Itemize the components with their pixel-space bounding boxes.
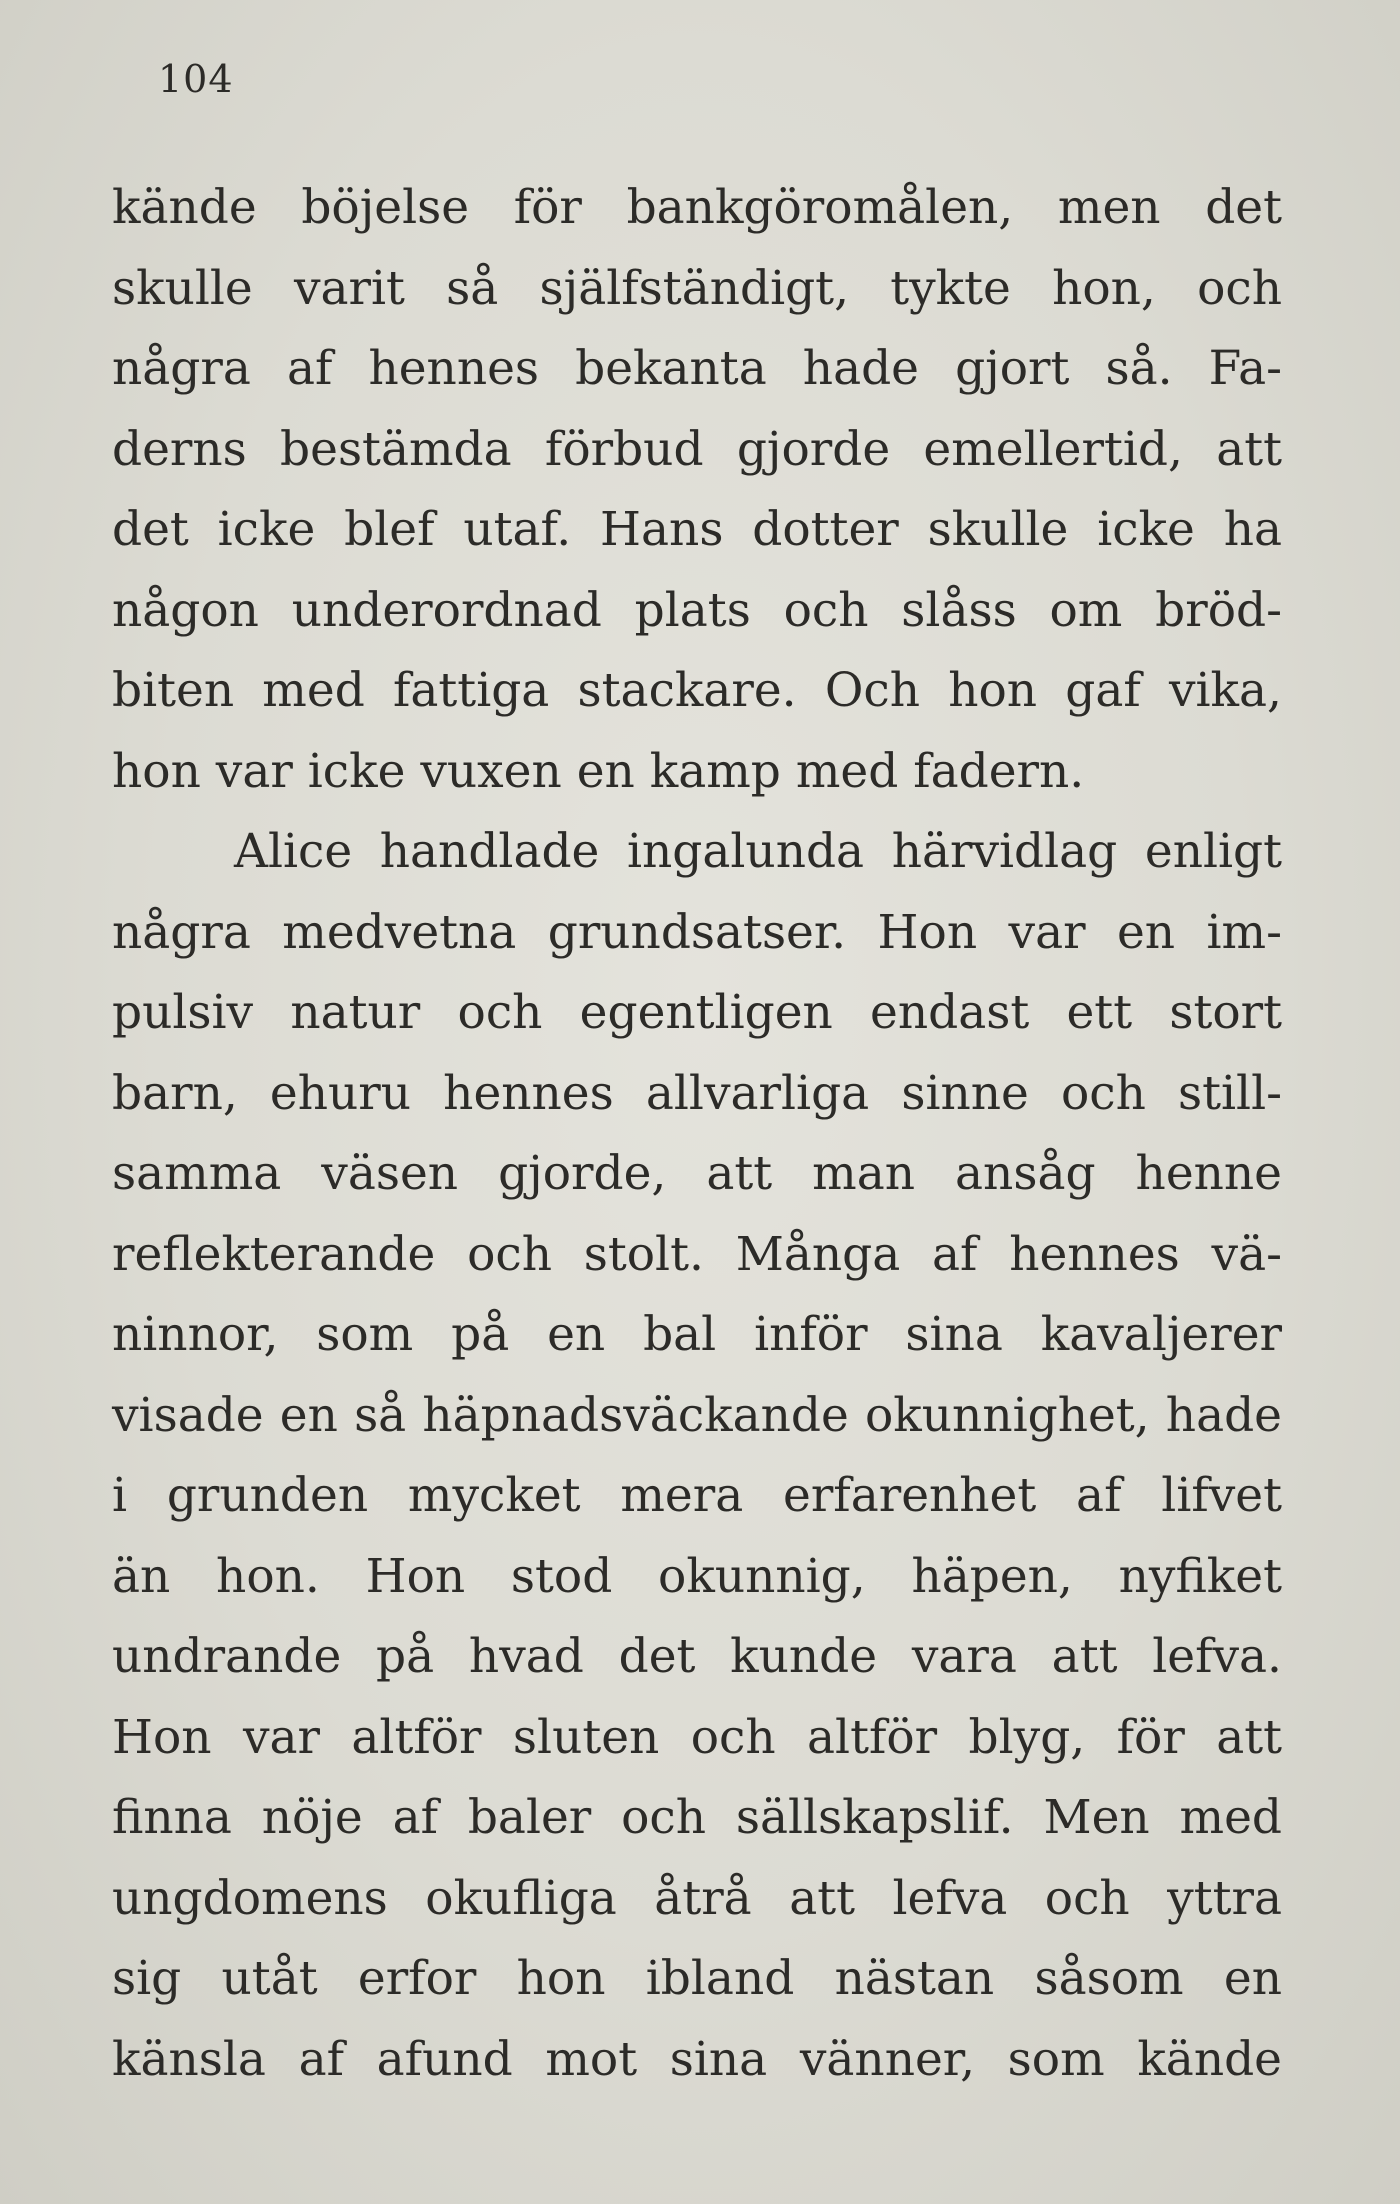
text-line: derns bestämda förbud gjorde emellertid, att — [112, 421, 1282, 477]
text-line: några af hennes bekanta hade gjort så. Fa- — [112, 341, 1282, 396]
text-line: i grunden mycket mera erfarenhet af lifvet — [112, 1468, 1282, 1523]
text-line: det icke blef utaf. Hans dotter skulle icke ha — [112, 502, 1282, 557]
text-line: ungdomens okufliga åtrå att lefva och yttra — [112, 1870, 1282, 1926]
text-line: visade en så häpnadsväckande okunnighet, hade — [112, 1387, 1282, 1443]
text-line: undrande på hvad det kunde vara att lefva. — [112, 1629, 1282, 1684]
text-line: pulsiv natur och egentligen endast ett stort — [112, 985, 1282, 1040]
text-line: skulle varit så själfständigt, tykte hon, och — [112, 260, 1282, 316]
text-line: reflekterande och stolt. Många af hennes vä- — [112, 1226, 1282, 1282]
text-line: några medvetna grundsatser. Hon var en im- — [112, 904, 1282, 960]
text-line: känsla af afund mot sina vänner, som kände — [112, 2031, 1282, 2087]
text-line: någon underordnad plats och slåss om bröd- — [112, 582, 1282, 638]
paragraph-start-line: Alice handlade ingalunda härvidlag enligt — [234, 824, 1282, 879]
text-line: sig utåt erfor hon ibland nästan såsom en — [112, 1951, 1282, 2006]
body-text — [112, 168, 1282, 2100]
text-line: Hon var altför sluten och altför blyg, för att — [112, 1709, 1282, 1765]
text-line: ninnor, som på en bal inför sina kavaljerer — [112, 1307, 1282, 1362]
text-line: kände böjelse för bankgöromålen, men det — [112, 180, 1282, 235]
text-line: finna nöje af baler och sällskapslif. Men med — [112, 1790, 1282, 1845]
paragraph-end-line: hon var icke vuxen en kamp med fadern. — [112, 743, 1085, 799]
page-number: 104 — [158, 57, 234, 101]
text-line: samma väsen gjorde, att man ansåg henne — [112, 1146, 1282, 1201]
text-line: biten med fattiga stackare. Och hon gaf vika, — [112, 663, 1282, 718]
text-line: barn, ehuru hennes allvarliga sinne och still- — [112, 1065, 1282, 1121]
text-line: än hon. Hon stod okunnig, häpen, nyfiket — [112, 1548, 1282, 1604]
